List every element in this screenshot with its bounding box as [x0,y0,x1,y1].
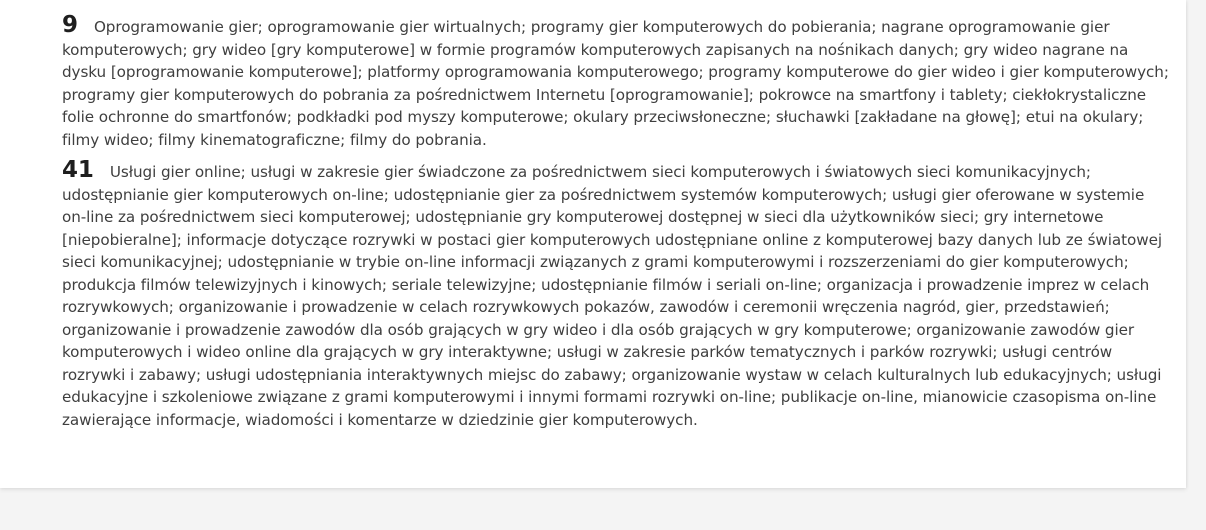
class-entry-41 [62,159,1172,431]
class-description: Oprogramowanie gier; oprogramowanie gier wirtualnych; programy gier komputerowych do pobierania; nagrane oprogramowanie gier komputerowych; gry wideo [gry komputerowe] w formie programów komputerowych zapisanych na nośnikach danych; gry wideo nagrane na dysku [oprogramowanie komputerowe]; platformy oprogramowania komputerowego; programy komputerowe do gier wideo i gier komputerowych; programy gier komputerowych do pobrania za pośrednictwem Internetu [oprogramowanie]; pokrowce na smartfony i tablety; ciekłokrystaliczne folie ochronne do smartfonów; podkładki pod myszy komputerowe; okulary przeciwsłoneczne; słuchawki [zakładane na głowę]; etui na okulary; filmy wideo; filmy kinematograficzne; filmy do pobrania. [62,18,1169,149]
class-entry-9 [62,14,1172,151]
nice-classes-list [62,14,1172,439]
class-description: Usługi gier online; usługi w zakresie gier świadczone za pośrednictwem sieci komputerowych i światowych sieci komunikacyjnych; udostępnianie gier komputerowych on-line; udostępnianie gier za pośrednictwem systemów komputerowych; usługi gier oferowane w systemie on-line za pośrednictwem sieci komputerowej; udostępnianie gry komputerowej dostępnej w sieci dla użytkowników sieci; gry internetowe [niepobieralne]; informacje dotyczące rozrywki w postaci gier komputerowych udostępniane online z komputerowej bazy danych lub ze światowej sieci komunikacyjnej; udostępnianie w trybie on-line informacji związanych z grami komputerowymi i rozszerzeniami do gier komputerowych; produkcja filmów telewizyjnych i kinowych; seriale telewizyjne; udostępnianie filmów i seriali on-line; organizacja i prowadzenie imprez w celach rozrywkowych; organizowanie i prowadzenie w celach rozrywkowych pokazów, zawodów i ceremonii wręczenia nagród, gier, przedstawień; organizowanie i prowadzenie zawodów dla osób grających w gry wideo i dla osób grających w gry komputerowe; organizowanie zawodów gier komputerowych i wideo online dla grających w gry interaktywne; usługi w zakresie parków tematycznych i parków rozrywki; usługi centrów rozrywki i zabawy; usługi udostępniania interaktywnych miejsc do zabawy; organizowanie wystaw w celach kulturalnych lub edukacyjnych; usługi edukacyjne i szkoleniowe związane z grami komputerowymi i innymi formami rozrywki on-line; publikacje on-line, mianowicie czasopisma on-line zawierające informacje, wiadomości i komentarze w dziedzinie gier komputerowych. [62,163,1162,429]
class-number: 9 [62,12,78,38]
class-number: 41 [62,157,94,183]
